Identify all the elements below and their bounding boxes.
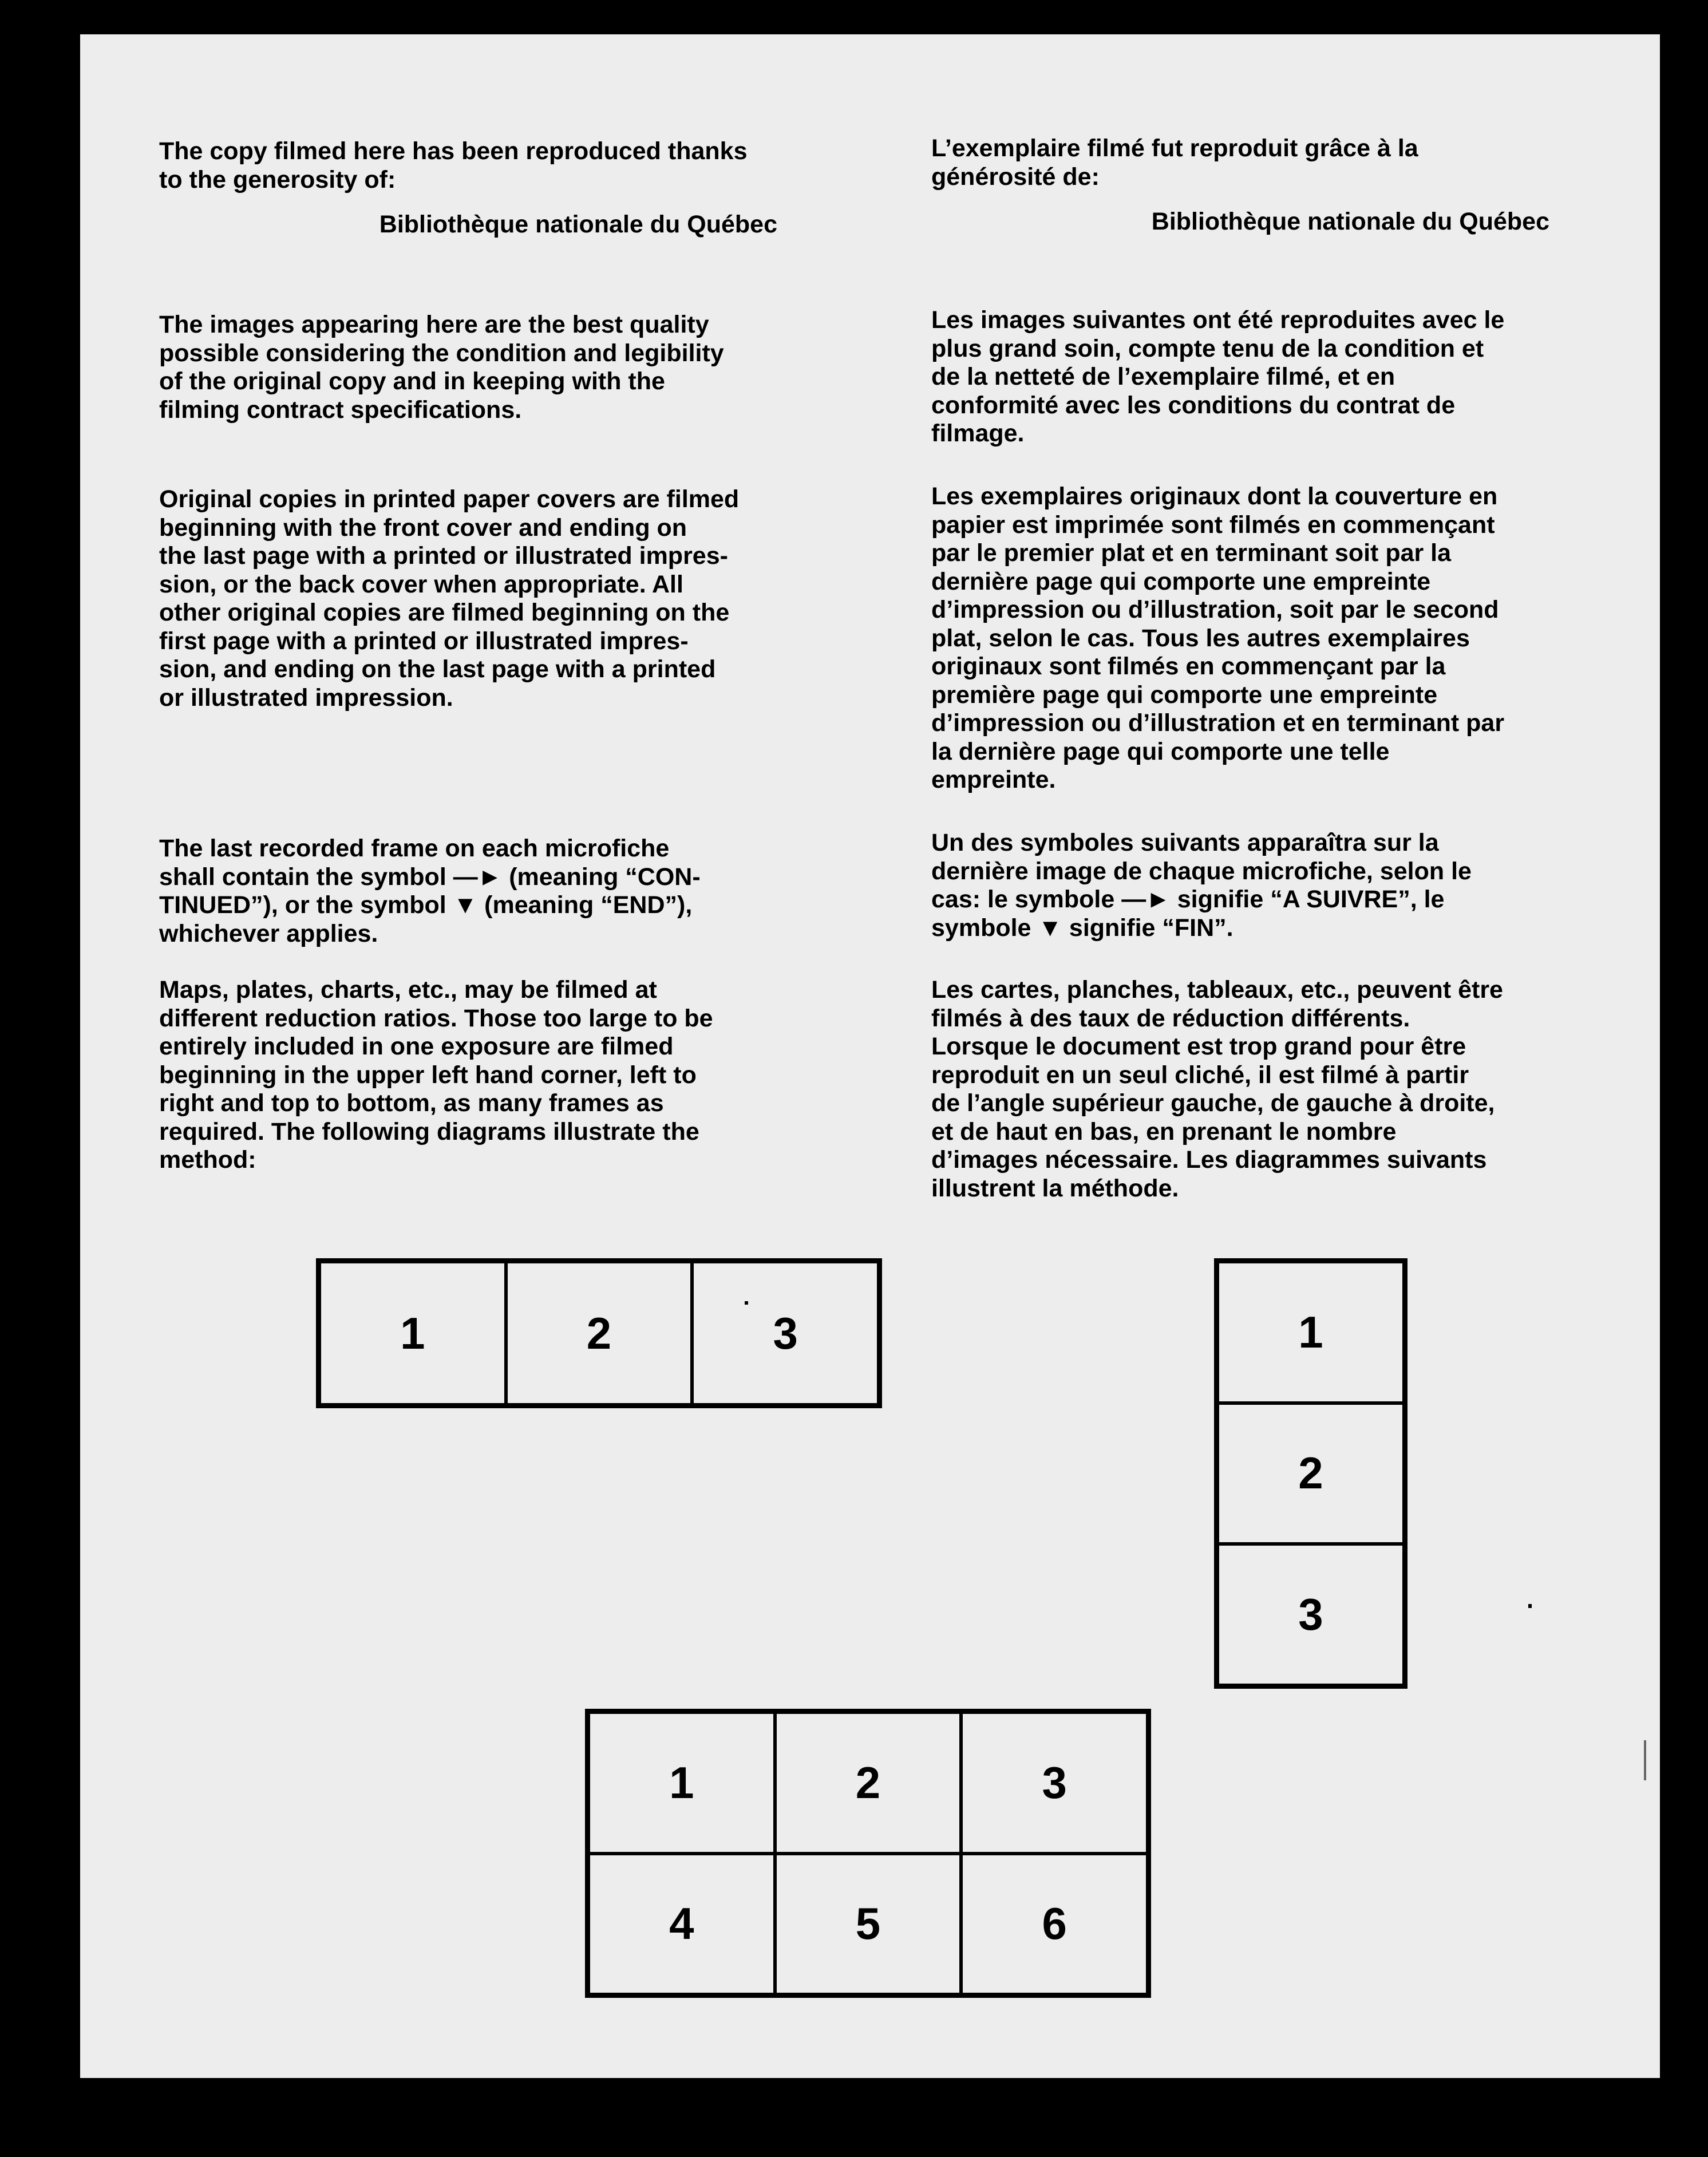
scan-mark (1644, 1740, 1646, 1780)
frame-2: 2 (1217, 1403, 1404, 1544)
english-institution: Bibliothèque nationale du Québec (379, 211, 777, 238)
french-symbols-paragraph: Un des symboles suivants apparaîtra sur la dernière image de chaque microfiche, selon le cas: le symbole ―► signifie “A SUIVRE”, le symbole ▼ signifie “FIN”. (931, 829, 1472, 942)
frame-4: 4 (588, 1854, 775, 1995)
frame-2: 2 (775, 1712, 962, 1854)
vertical-frames-diagram (1214, 1258, 1407, 1689)
french-ack-line-2: générosité de: (931, 163, 1100, 191)
english-ack-line-1: The copy filmed here has been reproduced thanks (159, 137, 748, 165)
english-symbols-paragraph: The last recorded frame on each microfiche shall contain the symbol ―► (meaning “CON- TINUED”), or the symbol ▼ (meaning “END”), whichever applies. (159, 835, 701, 947)
french-covers-paragraph: Les exemplaires originaux dont la couverture en papier est imprimée sont filmés en commençant par le premier plat et en terminant soit par la dernière page qui comporte une empreinte d’impression ou d’illustration, soit par le second plat, selon le cas. Tous les autres exemplaires originaux sont filmés en commençant par la première page qui comporte une empreinte d’impression ou d’illustration et en terminant par la dernière page qui comporte une telle empreinte. (931, 483, 1505, 793)
frame-1: 1 (1217, 1262, 1404, 1403)
french-maps-paragraph: Les cartes, planches, tableaux, etc., peuvent être filmés à des taux de réduction différents. Lorsque le document est trop grand pour être reproduit en un seul cliché, il est filmé à partir de l’angle supérieur gauche, de gauche à droite, et de haut en bas, en prenant le nombre d’images nécessaire. Les diagrammes suivants illustrent la méthode. (931, 976, 1503, 1202)
scan-speck (1663, 1786, 1666, 1793)
horizontal-frames-diagram (316, 1258, 882, 1408)
frame-1: 1 (319, 1262, 506, 1405)
frame-1: 1 (588, 1712, 775, 1854)
frame-3: 3 (1217, 1544, 1404, 1685)
french-quality-paragraph: Les images suivantes ont été reproduites avec le plus grand soin, compte tenu de la condition et de la netteté de l’exemplaire filmé, et en conformité avec les conditions du contrat de filmage. (931, 306, 1505, 447)
scan-speck (1528, 1604, 1532, 1608)
frame-3: 3 (692, 1262, 879, 1405)
english-quality-paragraph: The images appearing here are the best quality possible considering the condition and legibility of the original copy and in keeping with the filming contract specifications. (159, 311, 724, 424)
french-institution: Bibliothèque nationale du Québec (1151, 208, 1549, 235)
english-maps-paragraph: Maps, plates, charts, etc., may be filmed at different reduction ratios. Those too large to be entirely included in one exposure are filmed beginning in the upper left hand corner, left to right and top to bottom, as many frames as required. The following diagrams illustrate the method: (159, 976, 713, 1174)
french-ack-line-1: L’exemplaire filmé fut reproduit grâce à la (931, 135, 1418, 162)
document-page (80, 34, 1660, 2078)
grid-frames-diagram (585, 1709, 1151, 1998)
frame-3: 3 (961, 1712, 1148, 1854)
frame-6: 6 (961, 1854, 1148, 1995)
english-covers-paragraph: Original copies in printed paper covers are filmed beginning with the front cover and ending on the last page with a printed or illustrated impres- sion, or the back cover when appropriate. All other original copies are filmed beginning on the first page with a printed or illustrated impres- sion, and ending on the last page with a printed or illustrated impression. (159, 485, 740, 712)
english-ack-line-2: to the generosity of: (159, 166, 396, 193)
frame-2: 2 (506, 1262, 693, 1405)
scan-speck (745, 1301, 748, 1305)
frame-5: 5 (775, 1854, 962, 1995)
